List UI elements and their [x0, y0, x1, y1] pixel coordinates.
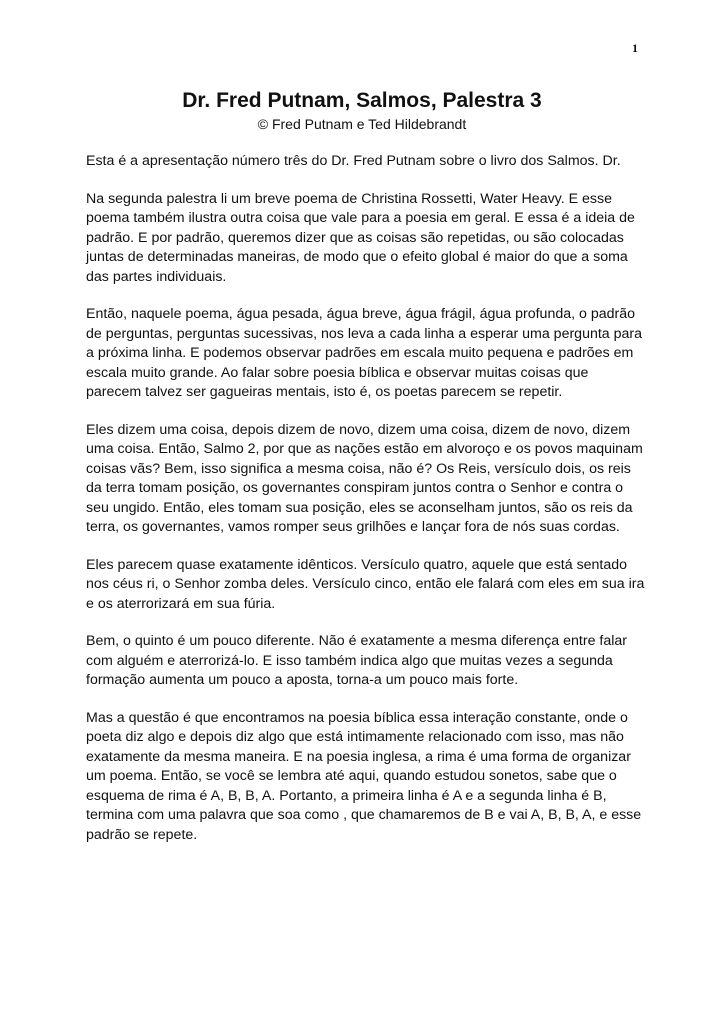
document-body	[86, 152, 646, 863]
paragraph-4: Eles dizem uma coisa, depois dizem de novo, dizem uma coisa, dizem de novo, dizem uma coisa. Então, Salmo 2, por que as nações estão em alvoroço e os povos maquinam coisas vãs? Bem, isso significa a mesma coisa, não é? Os Reis, versículo dois, os reis da terra tomam posição, os governantes conspiram juntos contra o Senhor e contra o seu ungido. Então, eles tomam sua posição, eles se aconselham juntos, são os reis da terra, os governantes, vamos romper seus grilhões e lançar fora de nós suas cordas.	[86, 421, 643, 535]
document-title: Dr. Fred Putnam, Salmos, Palestra 3	[182, 89, 542, 112]
paragraph-1: Esta é a apresentação número três do Dr. Fred Putnam sobre o livro dos Salmos. Dr.	[86, 153, 621, 169]
paragraph-5: Eles parecem quase exatamente idênticos. Versículo quatro, aquele que está sentado nos céus ri, o Senhor zomba deles. Versículo cinco, então ele falará com eles em sua ira e os aterrorizará em sua fúria.	[86, 556, 645, 612]
paragraph-7: Mas a questão é que encontramos na poesia bíblica essa interação constante, onde o poeta diz algo e depois diz algo que está intimamente relacionado com isso, mas não exatamente da mesma maneira. E na poesia inglesa, a rima é uma forma de organizar um poema. Então, se você se lembra até aqui, quando estudou sonetos, sabe que o esquema de rima é A, B, B, A. Portanto, a primeira linha é A e a segunda linha é B, termina com uma palavra que soa como , que chamaremos de B e vai A, B, B, A, e esse padrão se repete.	[86, 709, 642, 843]
paragraph-2: Na segunda palestra li um breve poema de Christina Rossetti, Water Heavy. E esse poema também ilustra outra coisa que vale para a poesia em geral. E essa é a ideia de padrão. E por padrão, queremos dizer que as coisas são repetidas, ou são colocadas juntas de determinadas maneiras, de modo que o efeito global é maior do que a soma das partes individuais.	[86, 190, 635, 285]
paragraph-6: Bem, o quinto é um pouco diferente. Não é exatamente a mesma diferença entre falar com alguém e aterrorizá-lo. E isso também indica algo que muitas vezes a segunda formação aumenta um pouco a aposta, torna-a um pouco mais forte.	[86, 633, 628, 688]
document-header	[0, 88, 724, 134]
copyright-line: © Fred Putnam e Ted Hildebrandt	[257, 116, 467, 132]
page-number: 1	[632, 41, 638, 55]
paragraph-3: Então, naquele poema, água pesada, água breve, água frágil, água profunda, o padrão de perguntas, perguntas sucessivas, nos leva a cada linha a esperar uma pergunta para a próxima linha. E podemos observar padrões em escala muito pequena e padrões em escala muito grande. Ao falar sobre poesia bíblica e observar muitas coisas que parecem talvez ser gagueiras mentais, isto é, os poetas parecem se repetir.	[86, 306, 643, 400]
